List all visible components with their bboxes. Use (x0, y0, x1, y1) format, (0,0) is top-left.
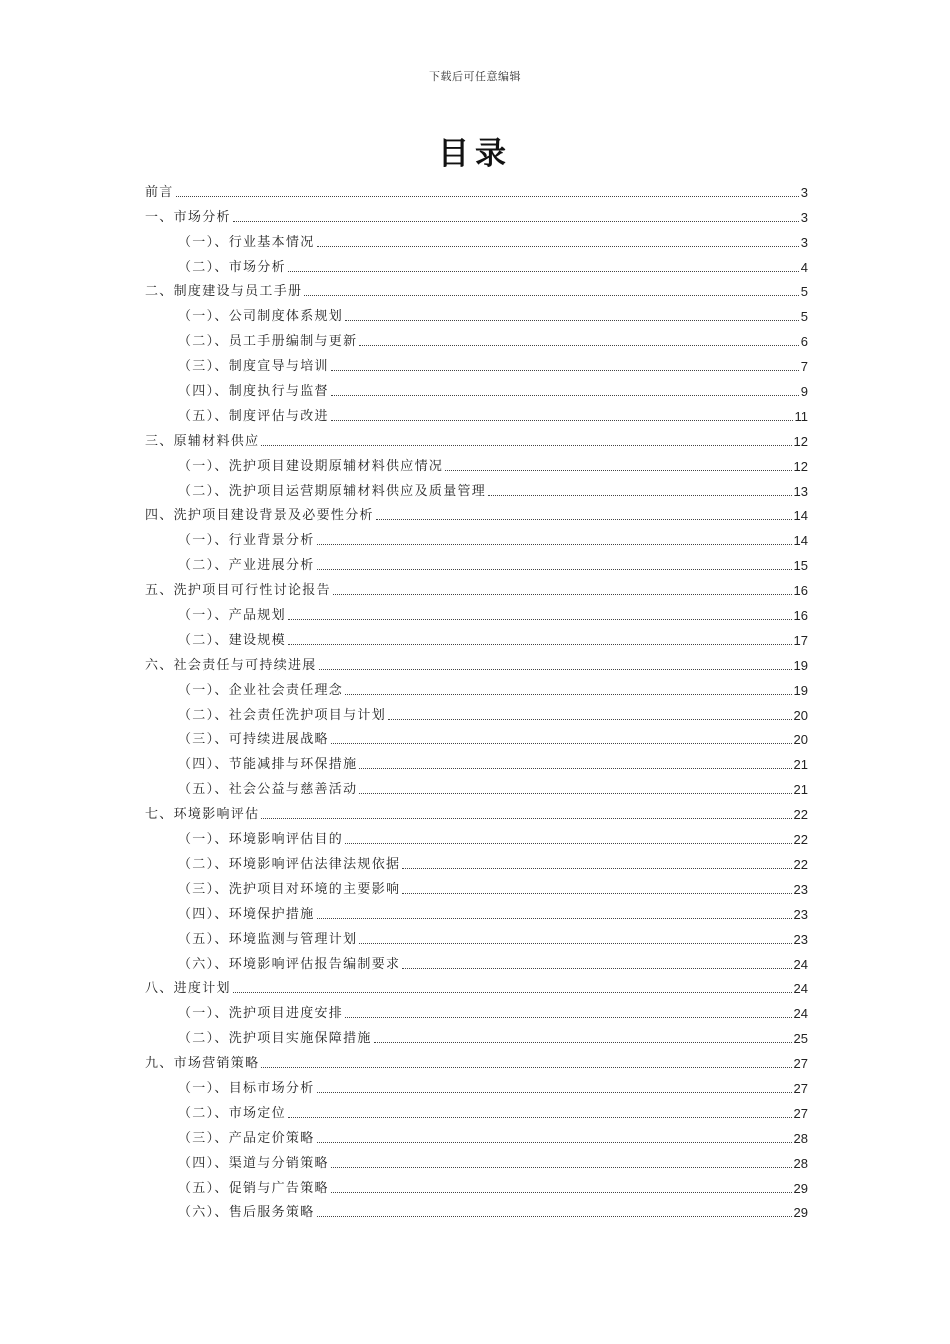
toc-entry[interactable] (145, 251, 808, 276)
toc-dot-leader (402, 868, 791, 869)
toc-entry-page: 14 (793, 508, 808, 524)
toc-dot-leader (374, 1042, 792, 1043)
toc-entry[interactable] (145, 201, 808, 226)
toc-entry-page: 12 (793, 433, 808, 449)
toc-entry-label: （二）、市场分析 (178, 259, 286, 275)
toc-dot-leader (233, 221, 799, 222)
toc-dot-leader (331, 743, 792, 744)
toc-entry-label: （四）、节能减排与环保措施 (178, 757, 358, 773)
toc-entry-page: 14 (793, 533, 808, 549)
toc-dot-leader (345, 694, 791, 695)
toc-entry[interactable] (145, 599, 808, 624)
toc-entry-label: （三）、可持续进展战略 (178, 732, 329, 748)
toc-dot-leader (376, 519, 792, 520)
toc-entry-page: 23 (793, 906, 808, 922)
toc-dot-leader (261, 1067, 791, 1068)
toc-dot-leader (402, 968, 791, 969)
toc-entry-label: （一）、企业社会责任理念 (178, 682, 344, 698)
toc-entry-label: （五）、社会公益与慈善活动 (178, 782, 358, 798)
toc-entry[interactable] (145, 425, 808, 450)
toc-entry-label: 四、洗护项目建设背景及必要性分析 (145, 508, 374, 524)
toc-entry-page: 22 (793, 807, 808, 823)
toc-entry-page: 19 (793, 682, 808, 698)
toc-entry-label: （一）、行业基本情况 (178, 234, 315, 250)
toc-dot-leader (331, 370, 799, 371)
toc-entry[interactable] (145, 748, 808, 773)
toc-dot-leader (359, 943, 791, 944)
toc-dot-leader (402, 893, 791, 894)
toc-entry[interactable] (145, 1022, 808, 1047)
toc-dot-leader (317, 1142, 792, 1143)
toc-entry-label: 三、原辅材料供应 (145, 433, 260, 449)
toc-entry-label: （四）、环境保护措施 (178, 906, 315, 922)
toc-entry[interactable] (145, 773, 808, 798)
toc-dot-leader (333, 594, 792, 595)
toc-entry-label: （一）、公司制度体系规划 (178, 309, 344, 325)
toc-entry-page: 24 (793, 1006, 808, 1022)
toc-entry-page: 12 (793, 458, 808, 474)
toc-entry-label: （二）、建设规模 (178, 632, 286, 648)
toc-entry-page: 16 (793, 583, 808, 599)
toc-entry[interactable] (145, 176, 808, 201)
toc-dot-leader (317, 569, 792, 570)
toc-entry[interactable] (145, 549, 808, 574)
toc-dot-leader (488, 495, 791, 496)
toc-entry-label: （五）、制度评估与改进 (178, 408, 329, 424)
toc-entry-page: 4 (800, 259, 808, 275)
toc-entry-label: （二）、员工手册编制与更新 (178, 334, 358, 350)
toc-entry-page: 3 (800, 209, 808, 225)
toc-entry-page: 11 (794, 408, 808, 424)
toc-entry[interactable] (145, 848, 808, 873)
toc-entry[interactable] (145, 1172, 808, 1197)
toc-entry-label: （四）、制度执行与监督 (178, 384, 329, 400)
toc-entry[interactable] (145, 997, 808, 1022)
toc-dot-leader (317, 1092, 792, 1093)
toc-entry[interactable] (145, 276, 808, 301)
toc-dot-leader (304, 295, 798, 296)
toc-entry[interactable] (145, 923, 808, 948)
toc-entry-label: 七、环境影响评估 (145, 807, 260, 823)
toc-dot-leader (288, 1117, 792, 1118)
toc-entry-label: （一）、目标市场分析 (178, 1080, 315, 1096)
toc-entry-page: 23 (793, 881, 808, 897)
toc-entry[interactable] (145, 1147, 808, 1172)
toc-entry[interactable] (145, 624, 808, 649)
toc-dot-leader (331, 420, 793, 421)
toc-entry-page: 16 (793, 608, 808, 624)
toc-dot-leader (359, 768, 791, 769)
toc-dot-leader (317, 918, 792, 919)
toc-entry-page: 23 (793, 931, 808, 947)
toc-dot-leader (288, 644, 792, 645)
toc-entry-label: （六）、售后服务策略 (178, 1205, 315, 1221)
toc-entry-label: （一）、环境影响评估目的 (178, 832, 344, 848)
toc-entry-page: 21 (793, 782, 808, 798)
toc-entry-label: 前言 (145, 184, 174, 200)
toc-entry-page: 25 (793, 1031, 808, 1047)
toc-entry-label: （一）、产品规划 (178, 608, 286, 624)
toc-entry[interactable] (145, 500, 808, 525)
toc-entry-label: 九、市场营销策略 (145, 1056, 260, 1072)
toc-entry-label: （二）、环境影响评估法律法规依据 (178, 856, 401, 872)
toc-dot-leader (288, 619, 792, 620)
toc-dot-leader (233, 992, 792, 993)
toc-dot-leader (261, 818, 791, 819)
toc-entry[interactable] (145, 574, 808, 599)
toc-entry[interactable] (145, 724, 808, 749)
toc-dot-leader (345, 843, 791, 844)
toc-entry[interactable] (145, 1047, 808, 1072)
toc-entry[interactable] (145, 973, 808, 998)
toc-entry-page: 3 (800, 184, 808, 200)
toc-entry-page: 9 (800, 384, 808, 400)
toc-title: 目录 (438, 136, 512, 172)
toc-entry-page: 22 (793, 856, 808, 872)
toc-entry-page: 27 (793, 1105, 808, 1121)
toc-dot-leader (388, 719, 792, 720)
toc-dot-leader (331, 1192, 792, 1193)
toc-entry-page: 6 (800, 334, 808, 350)
toc-entry[interactable] (145, 375, 808, 400)
toc-entry[interactable] (145, 450, 808, 475)
toc-entry[interactable] (145, 400, 808, 425)
toc-entry-label: （五）、促销与广告策略 (178, 1180, 329, 1196)
toc-entry-page: 19 (793, 657, 808, 673)
toc-entry-page: 24 (793, 981, 808, 997)
toc-dot-leader (317, 544, 792, 545)
table-of-contents (145, 176, 808, 1221)
toc-dot-leader (317, 246, 799, 247)
toc-entry-page: 5 (800, 284, 808, 300)
header-note: 下载后可任意编辑 (429, 70, 521, 83)
toc-dot-leader (345, 320, 799, 321)
toc-entry[interactable] (145, 898, 808, 923)
toc-entry-label: （二）、洗护项目运营期原辅材料供应及质量管理 (178, 483, 487, 499)
toc-entry-page: 29 (793, 1180, 808, 1196)
toc-entry-label: 六、社会责任与可持续进展 (145, 657, 317, 673)
toc-entry-page: 24 (793, 956, 808, 972)
toc-entry-label: （三）、制度宣导与培训 (178, 359, 329, 375)
toc-entry[interactable] (145, 699, 808, 724)
toc-dot-leader (331, 395, 799, 396)
toc-entry[interactable] (145, 1097, 808, 1122)
toc-entry-page: 5 (800, 309, 808, 325)
toc-entry-page: 27 (793, 1056, 808, 1072)
toc-entry-page: 29 (793, 1205, 808, 1221)
toc-entry-label: （一）、行业背景分析 (178, 533, 315, 549)
toc-entry-label: （一）、洗护项目进度安排 (178, 1006, 344, 1022)
toc-entry-page: 28 (793, 1130, 808, 1146)
toc-entry-label: 二、制度建设与员工手册 (145, 284, 303, 300)
toc-dot-leader (261, 445, 791, 446)
toc-dot-leader (288, 271, 799, 272)
toc-entry[interactable] (145, 350, 808, 375)
toc-entry-page: 17 (793, 632, 808, 648)
toc-entry-label: 一、市场分析 (145, 209, 231, 225)
toc-entry-label: （六）、环境影响评估报告编制要求 (178, 956, 401, 972)
toc-entry[interactable] (145, 1072, 808, 1097)
toc-entry-label: （一）、洗护项目建设期原辅材料供应情况 (178, 458, 444, 474)
toc-entry-page: 7 (800, 359, 808, 375)
toc-entry-page: 13 (793, 483, 808, 499)
toc-dot-leader (319, 669, 792, 670)
toc-entry-page: 27 (793, 1080, 808, 1096)
toc-entry-label: （三）、洗护项目对环境的主要影响 (178, 881, 401, 897)
toc-entry-label: （二）、市场定位 (178, 1105, 286, 1121)
toc-entry-label: 八、进度计划 (145, 981, 231, 997)
toc-dot-leader (359, 345, 798, 346)
toc-entry-label: （二）、社会责任洗护项目与计划 (178, 707, 387, 723)
toc-entry[interactable] (145, 1122, 808, 1147)
toc-entry[interactable] (145, 1197, 808, 1222)
toc-entry-page: 20 (793, 707, 808, 723)
toc-entry[interactable] (145, 226, 808, 251)
toc-entry[interactable] (145, 649, 808, 674)
toc-entry[interactable] (145, 300, 808, 325)
toc-dot-leader (331, 1167, 792, 1168)
toc-entry[interactable] (145, 798, 808, 823)
toc-dot-leader (359, 793, 791, 794)
toc-entry[interactable] (145, 325, 808, 350)
toc-entry[interactable] (145, 873, 808, 898)
toc-dot-leader (176, 196, 799, 197)
toc-entry-label: （二）、产业进展分析 (178, 558, 315, 574)
toc-entry-label: （三）、产品定价策略 (178, 1130, 315, 1146)
toc-entry-label: （二）、洗护项目实施保障措施 (178, 1031, 372, 1047)
toc-entry-page: 21 (793, 757, 808, 773)
toc-dot-leader (445, 470, 791, 471)
toc-entry[interactable] (145, 674, 808, 699)
toc-entry-label: （四）、渠道与分销策略 (178, 1155, 329, 1171)
toc-entry-label: （五）、环境监测与管理计划 (178, 931, 358, 947)
toc-entry[interactable] (145, 475, 808, 500)
toc-entry-page: 28 (793, 1155, 808, 1171)
toc-entry-label: 五、洗护项目可行性讨论报告 (145, 583, 331, 599)
toc-entry[interactable] (145, 948, 808, 973)
toc-entry[interactable] (145, 823, 808, 848)
toc-entry-page: 15 (793, 558, 808, 574)
toc-entry[interactable] (145, 524, 808, 549)
toc-entry-page: 3 (800, 234, 808, 250)
toc-entry-page: 20 (793, 732, 808, 748)
toc-dot-leader (345, 1017, 791, 1018)
toc-entry-page: 22 (793, 832, 808, 848)
toc-dot-leader (317, 1216, 792, 1217)
